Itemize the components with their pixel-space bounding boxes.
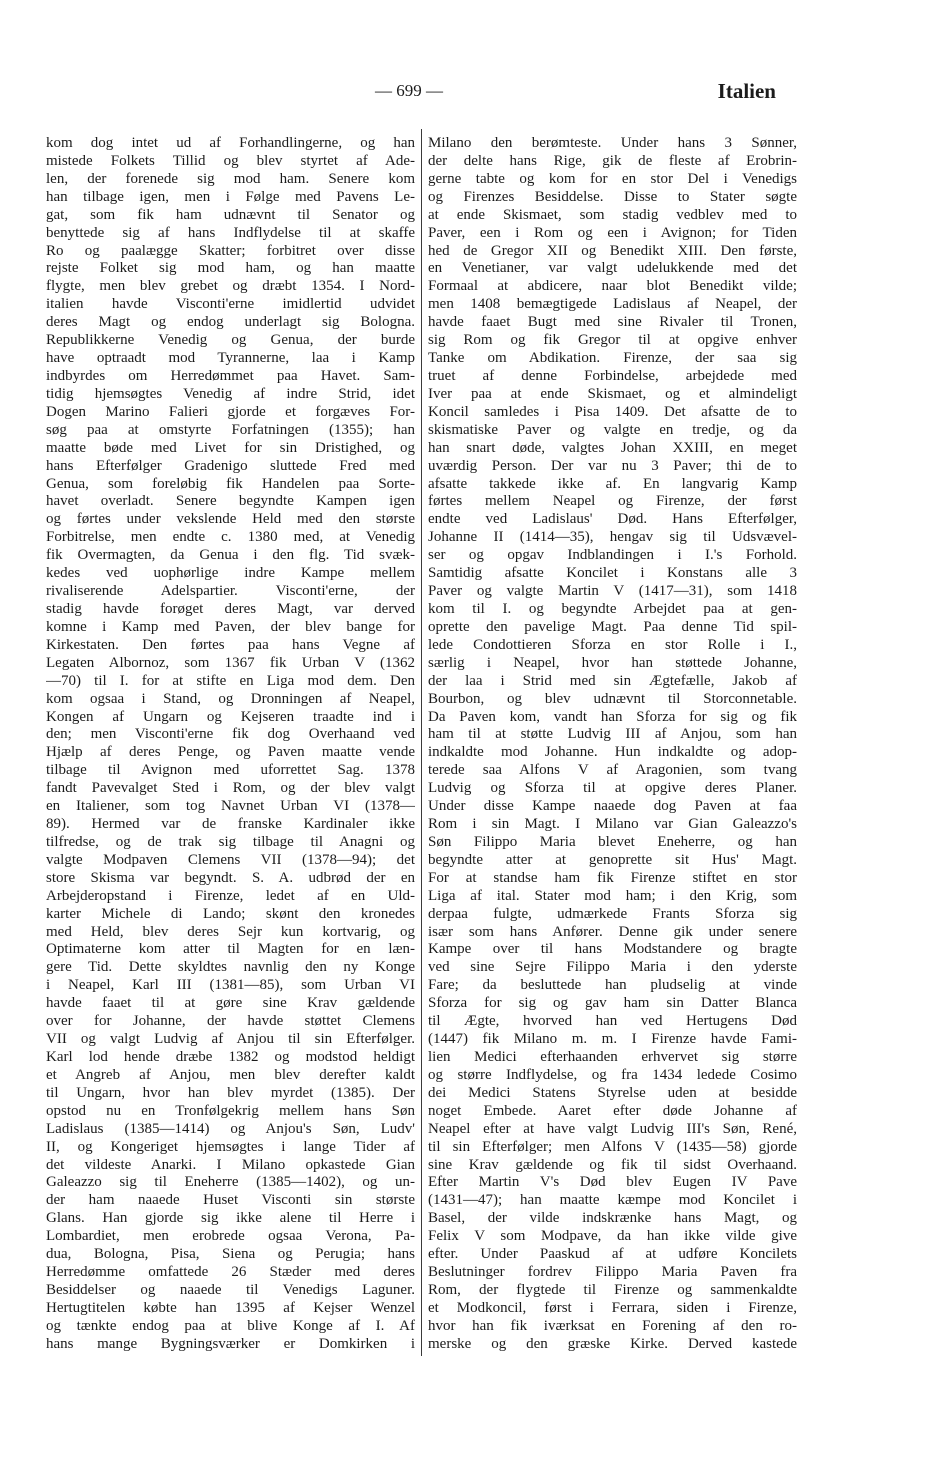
text-line: terede saa Alfons V af Aragonien, som tvang <box>428 762 797 779</box>
text-line: til Ungarn, hvor han blev myrdet (1385). Der <box>46 1084 415 1101</box>
text-line: kom dog intet ud af Forhandlingerne, og han <box>46 135 415 151</box>
text-line: noget Embede. Aaret efter døde Johanne af <box>428 1102 797 1119</box>
text-line: truet af denne Forbindelse, arbejdede med <box>428 367 797 384</box>
text-line: kedes ved uophørlige indre Kampe mellem <box>46 565 415 582</box>
text-line: hans mange Bygningsværker er Domkirken i <box>46 1335 415 1352</box>
text-line: Galeazzo sig til Eneherre (1385—1402), og un- <box>46 1174 415 1191</box>
text-line: Efter Martin V's Død blev Eugen IV Pave <box>428 1174 797 1191</box>
text-line: mistede Folkets Tillid og blev styrtet af Ade- <box>46 152 415 169</box>
text-line: have optraadt mod Tyrannerne, laa i Kamp <box>46 350 415 367</box>
text-line: en Italiener, som tog Navnet Urban VI (1378— <box>46 798 415 815</box>
text-line: Ladislaus (1385—1414) og Anjou's Søn, Ludv' <box>46 1120 415 1137</box>
text-line: Formaal at abdicere, naar blot Benedikt vilde; <box>428 278 797 295</box>
text-line: Felix V som Modpave, da han ikke vilde give <box>428 1228 797 1245</box>
text-line: stadig havde forøget deres Magt, var derved <box>46 600 415 617</box>
text-line: lede Condottieren Sforza en stor Rolle i I., <box>428 636 797 653</box>
text-line: fik Overmagten, da Genua i den flg. Tid svæk- <box>46 547 415 564</box>
text-line: Dogen Marino Falieri gjorde et forgæves For- <box>46 403 415 420</box>
text-line: rejste Folket sig mod ham, og han maatte <box>46 260 415 277</box>
text-line: hvor han fik iværksat en Forening af den ro- <box>428 1317 797 1334</box>
text-line: Tanke om Abdikation. Firenze, der saa sig <box>428 350 797 367</box>
text-line: Iver paa at ende Skismaet, og et almindeligt <box>428 385 797 402</box>
text-line: Under disse Kampe naaede dog Paven at faa <box>428 798 797 815</box>
text-line: tilfredse, og de trak sig tilbage til Anagni og <box>46 833 415 850</box>
text-line: Lombardiet, men erobrede ogsaa Verona, Pa- <box>46 1228 415 1245</box>
text-line: Kirkestaten. Den førtes paa hans Vegne af <box>46 636 415 653</box>
text-line: rivaliserende Adelspartier. Visconti'erne, der <box>46 583 415 600</box>
text-line: havde faaet Bugt med sine Rivaler til Tronen, <box>428 314 797 331</box>
text-line: Ro og paalægge Skatter; forbitret over disse <box>46 242 415 259</box>
text-line: Forbitrelse, men endte c. 1380 med, at Venedig <box>46 529 415 546</box>
text-line: Besiddelser og naaede til Venedigs Laguner. <box>46 1282 415 1298</box>
text-line: især som hans Anfører. Denne gik under senere <box>428 923 797 940</box>
text-line: indbyrdes om Herredømmet paa Havet. Sam- <box>46 367 415 384</box>
text-line: Herredømme omfattede 26 Stæder med deres <box>46 1264 415 1281</box>
text-line: at ende Skismaet, som stadig vedblev med to <box>428 206 797 223</box>
text-line: VII og valgt Ludvig af Anjou til sin Efterfølger. <box>46 1031 415 1048</box>
text-line: afsatte takkede ikke af. En langvarig Kamp <box>428 475 797 492</box>
text-line: han tilbage igen, men i Følge med Pavens Le- <box>46 188 415 205</box>
text-line: han snart døde, valgtes Johan XXIII, en meget <box>428 439 797 456</box>
text-line: og større Indflydelse, og fra 1434 ledede Cosimo <box>428 1066 797 1083</box>
text-line: og tænkte endog paa at blive Konge af I. Af <box>46 1317 415 1334</box>
text-line: hed de Gregor XII og Benedikt XIII. Den første, <box>428 242 797 259</box>
text-line: Samtidig afsatte Koncilet i Konstans alle 3 <box>428 565 797 582</box>
text-line: og førtes under vekslende Held med den største <box>46 511 415 528</box>
text-line: og Firenzes Besiddelse. Disse to Stater søgte <box>428 188 797 205</box>
text-line: førtes mellem Neapel og Firenze, der først <box>428 493 797 510</box>
text-line: II, og Kongeriget hjemsøgtes i lange Tider af <box>46 1138 415 1155</box>
left-column <box>46 135 415 1354</box>
text-line: Rom, der flygtede til Firenze og sammenkaldte <box>428 1282 797 1298</box>
right-column <box>428 135 797 1354</box>
text-line: Legaten Albornoz, som 1367 fik Urban V (1362 <box>46 654 415 671</box>
text-line: ham til at støtte Ludvig III af Anjou, som han <box>428 726 797 743</box>
text-line: karter Michele di Lando; skønt den kronedes <box>46 905 415 922</box>
text-line: havde faaet til at gøre sine Krav gældende <box>46 995 415 1012</box>
text-line: Arbejderopstand i Firenze, ledet af en Uld- <box>46 887 415 904</box>
text-line: begyndte atter at genoprette sit Hus' Magt. <box>428 851 797 868</box>
text-line: deres Magt og endog underlagt sig Bologna. <box>46 314 415 331</box>
text-line: endte ved Ladislaus' Død. Hans Efterfølger, <box>428 511 797 528</box>
text-line: Bourbon, og blev udnævnt til Storconnetable. <box>428 690 797 707</box>
text-line: i Neapel, Karl III (1381—85), som Urban VI <box>46 977 415 994</box>
text-line: derpaa fulgte, udmærkede Frants Sforza sig <box>428 905 797 922</box>
text-line: efter. Under Paaskud af at udføre Koncilets <box>428 1246 797 1263</box>
text-line: til sin Efterfølger; men Alfons V (1435—58) gjorde <box>428 1138 797 1155</box>
page-number: — 699 — <box>375 81 443 100</box>
text-line: (1447) fik Milano m. m. I Firenze havde Fami- <box>428 1031 797 1048</box>
text-line: en Venetianer, var valgt udelukkende med det <box>428 260 797 277</box>
text-line: dei Medici Statens Styrelse uden at besidde <box>428 1084 797 1101</box>
column-divider <box>421 129 422 1356</box>
text-line: Kampe over til hans Modstandere og bragte <box>428 941 797 958</box>
text-line: benyttede sig af hans Indflydelse til at skaffe <box>46 224 415 241</box>
text-line: Hertugtitelen købte han 1395 af Kejser Wenzel <box>46 1299 415 1316</box>
text-line: Ludvig og Sforza til at opgive deres Planer. <box>428 780 797 797</box>
text-line: Neapel efter at have valgt Ludvig III's Søn, René, <box>428 1120 797 1137</box>
text-line: kom ogsaa i Stand, og Dronningen af Neapel, <box>46 690 415 707</box>
text-line: store Skisma var begyndt. S. A. udbrød der en <box>46 869 415 886</box>
text-line: der ham naaede Huset Visconti sin største <box>46 1192 415 1209</box>
text-line: For at standse ham fik Firenze stiftet en stor <box>428 869 797 886</box>
text-line: fandt Pavevalget Sted i Rom, og der blev valgt <box>46 780 415 797</box>
text-line: merske og den græske Kirke. Derved kastede <box>428 1335 797 1352</box>
text-line: gere Tid. Dette skyldtes navnlig den ny Konge <box>46 959 415 976</box>
text-line: —70) til I. for at stifte en Liga mod dem. Den <box>46 672 415 689</box>
text-line: det vildeste Anarki. I Milano opkastede Gian <box>46 1156 415 1173</box>
text-line: uværdig Person. Der var nu 3 Paver; thi de to <box>428 457 797 474</box>
text-line: tilbage til Avignon med uforrettet Sag. 1378 <box>46 762 415 779</box>
text-line: over for Johanne, der havde støttet Clemens <box>46 1013 415 1030</box>
text-line: Koncil samledes i Pisa 1409. Det afsatte de to <box>428 403 797 420</box>
text-line: Kongen af Ungarn og Kejseren traadte ind i <box>46 708 415 725</box>
text-line: maatte bøde med Livet for sin Dristighed, og <box>46 439 415 456</box>
text-line: Søn Filippo Maria blevet Eneherre, og han <box>428 833 797 850</box>
text-line: len, der forenede sig mod ham. Senere kom <box>46 170 415 187</box>
text-line: Johanne II (1414—35), hengav sig til Udsvævel- <box>428 529 797 546</box>
text-line: lien Medici efterhaanden erhvervet sig større <box>428 1049 797 1066</box>
text-line: flygte, men blev grebet og dræbt 1354. I Nord- <box>46 278 415 295</box>
text-line: oprette den pavelige Magt. Paa denne Tid spil- <box>428 618 797 635</box>
text-line: Sforza for sig og gav ham sin Datter Blanca <box>428 995 797 1012</box>
text-line: særlig i Neapel, hvor han støttede Johanne, <box>428 654 797 671</box>
text-line: der delte hans Rige, gik de fleste af Erobrin- <box>428 152 797 169</box>
text-line: Glans. Han gjorde sig ikke alene til Herre i <box>46 1210 415 1227</box>
text-line: (1431—47); han maatte kæmpe mod Koncilet i <box>428 1192 797 1209</box>
text-line: kom til I. og begyndte Arbejdet paa at gen- <box>428 600 797 617</box>
text-line: 89). Hermed var de franske Kardinaler ikke <box>46 816 415 833</box>
text-line: dua, Bologna, Pisa, Siena og Perugia; hans <box>46 1246 415 1263</box>
text-line: et Modkoncil, først i Ferrara, siden i Firenze, <box>428 1299 797 1316</box>
text-line: med Held, blev deres Sejr kun kortvarig, og <box>46 923 415 940</box>
text-line: Karl lod hende dræbe 1382 og modstod heldigt <box>46 1049 415 1066</box>
text-line: Liga af ital. Stater mod ham; i den Krig, som <box>428 887 797 904</box>
text-line: Fare; da besluttede han pludselig at vinde <box>428 977 797 994</box>
text-line: søg paa at omstyrte Forfatningen (1355); han <box>46 421 415 438</box>
text-line: ved sine Sejre Filippo Maria i den yderste <box>428 959 797 976</box>
text-line: gerne tabte og kom for en stor Del i Venedigs <box>428 170 797 187</box>
text-line: italien havde Visconti'erne imidlertid udvidet <box>46 296 415 313</box>
text-line: indkaldte mod Johanne. Hun indkaldte og adop- <box>428 744 797 761</box>
running-title: Italien <box>717 79 776 103</box>
text-line: Da Paven kom, vandt han Sforza for sig og fik <box>428 708 797 725</box>
text-line: Paver og valgte Martin V (1417—31), som 1418 <box>428 583 797 600</box>
text-line: Republikkerne Venedig og Genua, der burde <box>46 332 415 349</box>
text-line: Beslutninger fordrev Filippo Maria Paven fra <box>428 1264 797 1281</box>
text-line: gat, som fik ham udnævnt til Senator og <box>46 206 415 223</box>
text-line: Paver, een i Rom og een i Avignon; for Tiden <box>428 224 797 241</box>
text-line: Milano den berømteste. Under hans 3 Sønner, <box>428 135 797 151</box>
text-line: der laa i Strid med sin Ægtefælle, Jakob af <box>428 672 797 689</box>
text-line: Genua, som foreløbig fik Handelen paa Sorte- <box>46 475 415 492</box>
text-line: sig Rom og fik Gregor til at opgive enhver <box>428 332 797 349</box>
text-line: Hjælp af deres Penge, og Paven maatte vende <box>46 744 415 761</box>
text-line: komne i Kamp med Paven, der blev bange for <box>46 618 415 635</box>
text-line: den; men Visconti'erne fik dog Overhaand ved <box>46 726 415 743</box>
text-line: havet overladt. Senere begyndte Kampen igen <box>46 493 415 510</box>
text-line: ser og opgav Indblandingen i I.'s Forhold. <box>428 547 797 564</box>
text-line: skismatiske Paver og valgte en tredje, og da <box>428 421 797 438</box>
text-line: tidig hjemsøgtes Venedig af indre Strid, idet <box>46 385 415 402</box>
text-line: Basel, der vilde indskrænke hans Magt, og <box>428 1210 797 1227</box>
text-line: opstod nu en Tronfølgekrig mellem hans Søn <box>46 1102 415 1119</box>
text-line: et Angreb af Anjou, men blev derefter kaldt <box>46 1066 415 1083</box>
text-line: sine Krav gældende og fik til sidst Overhaand. <box>428 1156 797 1173</box>
text-line: men 1408 bemægtigede Ladislaus af Neapel, der <box>428 296 797 313</box>
text-line: valgte Modpaven Clemens VII (1378—94); det <box>46 851 415 868</box>
text-line: Optimaterne kom atter til Magten for en læn- <box>46 941 415 958</box>
text-line: hans Efterfølger Gradenigo sluttede Fred med <box>46 457 415 474</box>
text-line: Rom i sin Magt. I Milano var Gian Galeazzo's <box>428 816 797 833</box>
text-line: til Ægte, hvorved han ved Hertugens Død <box>428 1013 797 1030</box>
